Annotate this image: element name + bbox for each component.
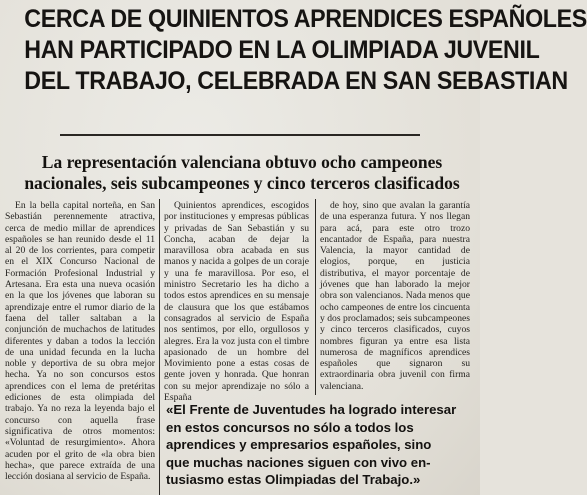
article-paragraph: Quinientos aprendices, escogidos por instituciones y empresas públicas y privadas de San Sebastián y su Concha, acaban de dejar la maravillosa obra acabada en sus manos y nacida a golpes de un coraje y una fe maravillosa. Por eso, el ministro Secretario les ha dicho a todos estos aprendices en su mensaje de clausura que los que estábamos consagrados al servicio de España nos sentimos, por ello, orgullosos y alegres. Era la voz justa con el timbre apasionado de un hombre del Movimiento pone a estas cosas de gente joven y honrada. Que honran con su mejor aprendizaje no sólo a España [164, 200, 309, 404]
column-divider [159, 199, 160, 495]
subheadline-line: nacionales, seis subcampeones y cinco terceros clasificados [24, 173, 460, 193]
headline-line: DEL TRABAJO, CELEBRADA EN SAN SEBASTIAN [24, 67, 568, 95]
pull-quote-line: «El Frente de Juventudes ha logrado interesar [166, 402, 457, 417]
headline-divider [60, 134, 420, 136]
article-column-3 [320, 200, 470, 392]
article-paragraph: En la bella capital norteña, en San Sebastián perennemente atractiva, cerca de medio millar de aprendices españoles se han reunido desde el 11 al 20 de los corrientes, para competir en el XIX Concurso Nacional de Formación Profesional Industrial y Artesana. Era esta una nueva ocasión en la que los jóvenes que laboran su aprendizaje entre el rumor diario de la faena del taller saltaban a la conjunción de muchachos de latitudes diferentes y daban a todos la lección de una unidad fecunda en la lucha noble y deportiva de su obra mejor hecha. Ya no son concursos estos aprendices con el lema de pretéritas ediciones de esta olimpiada del trabajo. Ya no reza la leyenda bajo el concurso con aquella frase significativa de otros momentos: «Voluntad de resurgimiento». Ahora acuden por el grito de «la obra bien hecha», que parece extraída de una lección dosiana al servicio de España. [5, 200, 155, 483]
subheadline-line: La representación valenciana obtuvo ocho campeones [41, 152, 443, 172]
pull-quote-line: aprendices y empresarios españoles, sino [166, 437, 432, 453]
article-column-1 [5, 200, 155, 482]
subheadline [12, 152, 472, 194]
headline-line: CERCA DE QUINIENTOS APRENDICES ESPAÑOLES [24, 5, 587, 33]
pull-quote-line: tusiasmo estas Olimpiadas del Trabajo.» [166, 472, 421, 488]
pull-quote-line: que muchas naciones siguen con vivo en- [166, 454, 431, 470]
article-column-2 [164, 200, 309, 403]
column-divider [315, 199, 316, 395]
headline-line: HAN PARTICIPADO EN LA OLIMPIADA JUVENIL [24, 36, 540, 64]
headline [24, 4, 587, 97]
article-paragraph: de hoy, sino que avalan la garantía de una esperanza futura. Y nos llegan para acá, para este otro trozo encantador de España, para nuestra Valencia, la mayor cantidad de elogios, porque, en justicia distributiva, el mayor porcentaje de jóvenes que han laborado la mejor obra son valencianos. Nada menos que ocho campeones de entre los cincuenta y dos proclamados; seis subcampeones y cinco terceros clasificados, cuyos nombres figuran ya entre esa lista numerosa de magníficos aprendices españoles que signaron su extraordinaria obra juvenil con firma valenciana. [320, 200, 470, 392]
pull-quote-line: en estos concursos no sólo a todos los [166, 419, 414, 435]
pull-quote [166, 401, 476, 489]
